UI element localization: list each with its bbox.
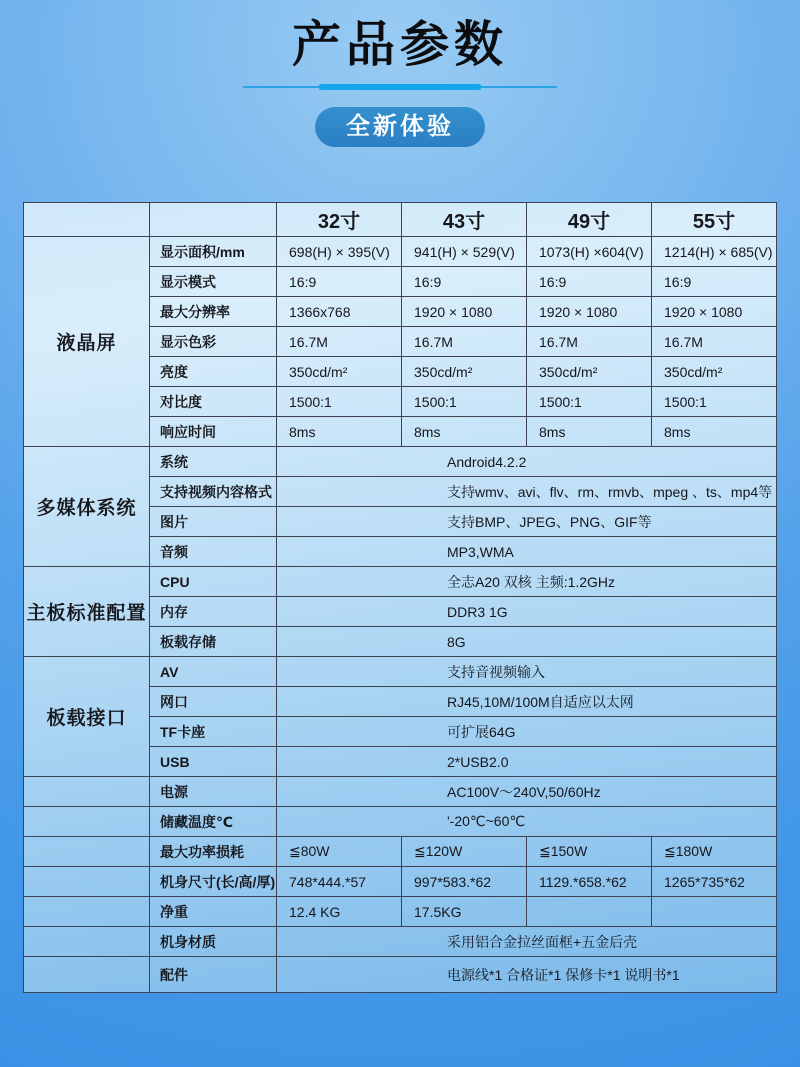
span-value-cell: 支持音视频输入 <box>277 657 777 687</box>
table-header-row <box>24 203 777 237</box>
page-title: 产品参数 <box>291 18 508 72</box>
row-label: AV <box>150 657 277 687</box>
value-cell: 350cd/m² <box>277 357 402 387</box>
value-cell: 350cd/m² <box>652 357 777 387</box>
span-value-cell: MP3,WMA <box>277 537 777 567</box>
size-column-header: 55寸 <box>652 203 777 237</box>
row-label: 配件 <box>150 957 277 993</box>
group-cell-empty <box>24 807 150 837</box>
new-experience-badge: 全新体验 <box>315 107 485 147</box>
table-row <box>24 237 777 267</box>
span-value-cell: 采用铝合金拉丝面框+五金后壳 <box>277 927 777 957</box>
span-value-cell: Android4.2.2 <box>277 447 777 477</box>
value-cell: 16:9 <box>652 267 777 297</box>
row-label: CPU <box>150 567 277 597</box>
span-value-cell: RJ45,10M/100M自适应以太网 <box>277 687 777 717</box>
header-section <box>0 0 800 147</box>
value-cell: ≦120W <box>402 837 527 867</box>
title-underline-accent <box>319 84 481 90</box>
value-cell: 1920 × 1080 <box>652 297 777 327</box>
size-column-header: 49寸 <box>527 203 652 237</box>
row-label: 最大功率损耗 <box>150 837 277 867</box>
group-cell-empty <box>24 837 150 867</box>
value-cell: 997*583.*62 <box>402 867 527 897</box>
span-value-cell: 2*USB2.0 <box>277 747 777 777</box>
span-value-cell: 支持wmv、avi、flv、rm、rmvb、mpeg 、ts、mp4等 <box>277 477 777 507</box>
value-cell: 17.5KG <box>402 897 527 927</box>
span-value-cell: '-20℃~60℃ <box>277 807 777 837</box>
table-row <box>24 867 777 897</box>
group-cell-empty <box>24 867 150 897</box>
value-cell: 1265*735*62 <box>652 867 777 897</box>
corner-label-cell <box>150 203 277 237</box>
row-label: 网口 <box>150 687 277 717</box>
row-label: 音频 <box>150 537 277 567</box>
row-label: 机身材质 <box>150 927 277 957</box>
group-label: 多媒体系统 <box>24 447 150 567</box>
row-label: 系统 <box>150 447 277 477</box>
table-row <box>24 957 777 993</box>
group-label: 液晶屏 <box>24 237 150 447</box>
group-label: 板载接口 <box>24 657 150 777</box>
value-cell: 1500:1 <box>652 387 777 417</box>
row-label: 显示面积/mm <box>150 237 277 267</box>
row-label: 内存 <box>150 597 277 627</box>
value-cell: 1920 × 1080 <box>527 297 652 327</box>
product-spec-table <box>23 202 777 993</box>
value-cell: 8ms <box>402 417 527 447</box>
value-cell: 1073(H) ×604(V) <box>527 237 652 267</box>
value-cell <box>652 897 777 927</box>
table-row <box>24 837 777 867</box>
span-value-cell: 电源线*1 合格证*1 保修卡*1 说明书*1 <box>277 957 777 993</box>
value-cell: 16.7M <box>527 327 652 357</box>
value-cell: 16.7M <box>402 327 527 357</box>
size-column-header: 32寸 <box>277 203 402 237</box>
table-row <box>24 657 777 687</box>
row-label: 显示色彩 <box>150 327 277 357</box>
value-cell: 350cd/m² <box>402 357 527 387</box>
table-row <box>24 897 777 927</box>
group-cell-empty <box>24 777 150 807</box>
value-cell: 1214(H) × 685(V) <box>652 237 777 267</box>
value-cell: 8ms <box>277 417 402 447</box>
row-label: 最大分辨率 <box>150 297 277 327</box>
group-cell-empty <box>24 927 150 957</box>
value-cell: ≦150W <box>527 837 652 867</box>
row-label: 显示模式 <box>150 267 277 297</box>
value-cell: 941(H) × 529(V) <box>402 237 527 267</box>
title-underline <box>243 84 557 90</box>
table-row <box>24 927 777 957</box>
value-cell: 698(H) × 395(V) <box>277 237 402 267</box>
table-row <box>24 807 777 837</box>
span-value-cell: DDR3 1G <box>277 597 777 627</box>
group-cell-empty <box>24 897 150 927</box>
row-label: 支持视频内容格式 <box>150 477 277 507</box>
row-label: 对比度 <box>150 387 277 417</box>
value-cell: 16:9 <box>402 267 527 297</box>
span-value-cell: 支持BMP、JPEG、PNG、GIF等 <box>277 507 777 537</box>
row-label: 机身尺寸(长/高/厚) <box>150 867 277 897</box>
row-label: 储藏温度℃ <box>150 807 277 837</box>
span-value-cell: 8G <box>277 627 777 657</box>
value-cell: 16.7M <box>277 327 402 357</box>
value-cell: 8ms <box>652 417 777 447</box>
value-cell: 1500:1 <box>402 387 527 417</box>
value-cell: 16:9 <box>277 267 402 297</box>
value-cell: ≦180W <box>652 837 777 867</box>
value-cell: 748*444.*57 <box>277 867 402 897</box>
value-cell: 1920 × 1080 <box>402 297 527 327</box>
value-cell: 1500:1 <box>277 387 402 417</box>
value-cell: 12.4 KG <box>277 897 402 927</box>
value-cell: ≦80W <box>277 837 402 867</box>
value-cell <box>527 897 652 927</box>
value-cell: 1366x768 <box>277 297 402 327</box>
table-row <box>24 447 777 477</box>
corner-group-cell <box>24 203 150 237</box>
value-cell: 16.7M <box>652 327 777 357</box>
row-label: 净重 <box>150 897 277 927</box>
value-cell: 1500:1 <box>527 387 652 417</box>
group-label: 主板标准配置 <box>24 567 150 657</box>
row-label: 亮度 <box>150 357 277 387</box>
row-label: 图片 <box>150 507 277 537</box>
row-label: 电源 <box>150 777 277 807</box>
row-label: TF卡座 <box>150 717 277 747</box>
value-cell: 16:9 <box>527 267 652 297</box>
span-value-cell: 全志A20 双核 主频:1.2GHz <box>277 567 777 597</box>
span-value-cell: 可扩展64G <box>277 717 777 747</box>
table-row <box>24 777 777 807</box>
row-label: 板载存储 <box>150 627 277 657</box>
value-cell: 1129.*658.*62 <box>527 867 652 897</box>
row-label: USB <box>150 747 277 777</box>
span-value-cell: AC100V～240V,50/60Hz <box>277 777 777 807</box>
size-column-header: 43寸 <box>402 203 527 237</box>
group-cell-empty <box>24 957 150 993</box>
row-label: 响应时间 <box>150 417 277 447</box>
value-cell: 350cd/m² <box>527 357 652 387</box>
table-row <box>24 567 777 597</box>
value-cell: 8ms <box>527 417 652 447</box>
